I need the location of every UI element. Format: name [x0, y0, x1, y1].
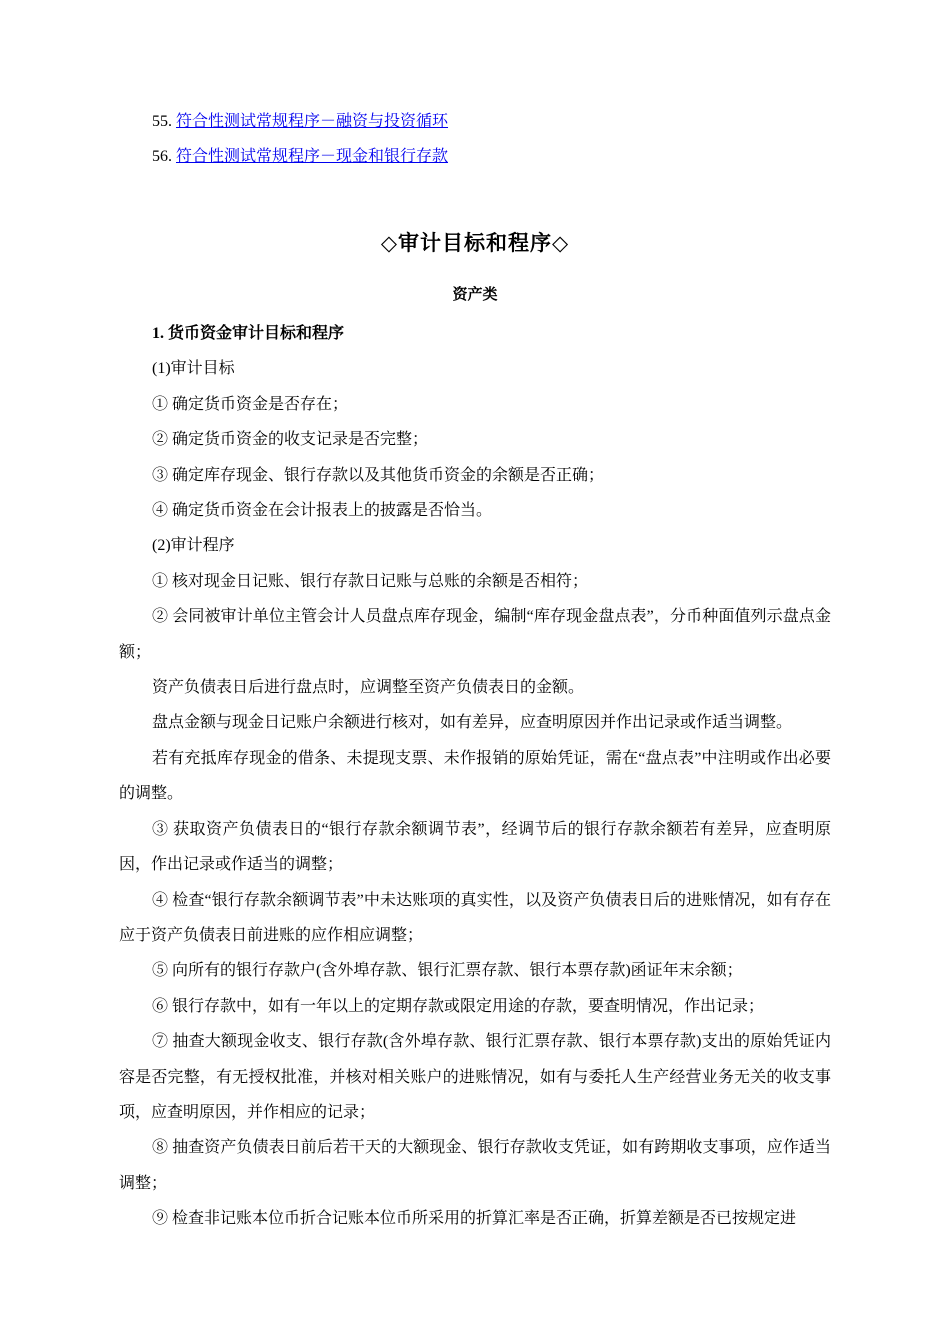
paragraph: ③ 获取资产负债表日的“银行存款余额调节表”，经调节后的银行存款余额若有差异，应查明原因，作出记录或作适当的调整；: [119, 820, 831, 874]
paragraph: ① 确定货币资金是否存在；: [152, 395, 349, 413]
subsection-heading: 1. 货币资金审计目标和程序: [152, 325, 345, 342]
paragraph-audit-procedure-heading: (2)审计程序: [152, 537, 235, 555]
paragraph: ⑤ 向所有的银行存款户(含外埠存款、银行汇票存款、银行本票存款)函证年末余额；: [152, 962, 743, 980]
page-title: ◇审计目标和程序◇: [380, 231, 570, 255]
paragraph: ② 确定货币资金的收支记录是否完整；: [152, 431, 429, 449]
paragraph: 资产负债表日后进行盘点时，应调整至资产负债表日的金额。: [152, 679, 585, 697]
toc-number: 55.: [152, 113, 172, 130]
paragraph: ② 会同被审计单位主管会计人员盘点库存现金，编制“库存现金盘点表”，分币种面值列示盘点金额；: [119, 608, 831, 661]
paragraph: ⑨ 检查非记账本位币折合记账本位币所采用的折算汇率是否正确，折算差额是否已按规定进: [152, 1210, 797, 1228]
paragraph: ⑦ 抽查大额现金收支、银行存款(含外埠存款、银行汇票存款、银行本票存款)支出的原始凭证内容是否完整，有无授权批准，并核对相关账户的进账情况，如有与委托人生产经营业务无关的收支事项，应查明原因，并作相应的记录；: [119, 1033, 831, 1121]
paragraph-audit-objective-heading: (1)审计目标: [152, 360, 235, 378]
toc-entry-55: [152, 112, 448, 132]
paragraph: ④ 检查“银行存款余额调节表”中未达账项的真实性，以及资产负债表日后的进账情况，如有存在应于资产负债表日前进账的应作相应调整；: [119, 891, 831, 944]
paragraph: ① 核对现金日记账、银行存款日记账与总账的余额是否相符；: [152, 572, 589, 590]
paragraph: ③ 确定库存现金、银行存款以及其他货币资金的余额是否正确；: [152, 466, 605, 484]
paragraph: ⑥ 银行存款中，如有一年以上的定期存款或限定用途的存款，要查明情况，作出记录；: [152, 997, 765, 1015]
paragraph: 若有充抵库存现金的借条、未提现支票、未作报销的原始凭证，需在“盘点表”中注明或作出必要的调整。: [119, 749, 831, 803]
paragraph: ④ 确定货币资金在会计报表上的披露是否恰当。: [152, 502, 493, 520]
toc-number: 56.: [152, 148, 172, 165]
table-of-contents: [152, 112, 448, 182]
toc-link-financing-investment[interactable]: 符合性测试常规程序－融资与投资循环: [176, 113, 449, 130]
document-body: [119, 316, 831, 1237]
paragraph: 盘点金额与现金日记账户余额进行核对，如有差异，应查明原因并作出记录或作适当调整。: [152, 714, 793, 732]
paragraph: ⑧ 抽查资产负债表日前后若干天的大额现金、银行存款收支凭证，如有跨期收支事项，应作适当调整；: [119, 1139, 831, 1192]
toc-link-cash-bank-deposits[interactable]: 符合性测试常规程序－现金和银行存款: [176, 148, 449, 165]
toc-entry-56: [152, 147, 448, 167]
section-heading: 资产类: [452, 287, 498, 303]
